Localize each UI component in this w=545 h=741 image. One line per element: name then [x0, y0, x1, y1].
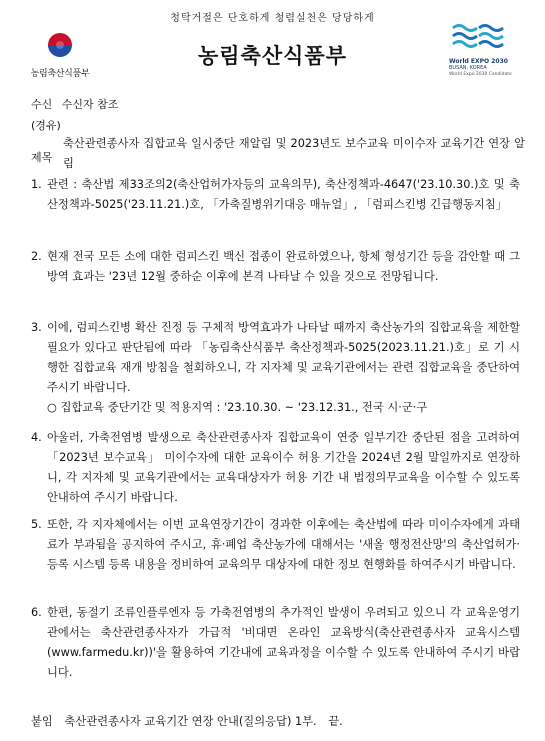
ministry-logo-text: 농림축산식품부: [30, 69, 90, 79]
item-text: 또한, 각 지자체에서는 이번 교육연장기간이 경과한 이후에는 축산법에 따라 미이수자에게 과태료가 부과됨을 공지하여 주시고, 휴·폐업 축산농가에 대해서는 '새올 행정전산망'의 축산업허가·등록 시스템 등록 내용을 정비하여 교육의무 대상자에 대한 정보 현행화를 하여주시기 바랍니다.: [47, 518, 520, 571]
item-4: [31, 428, 520, 508]
item-text: 한편, 동절기 조류인플루엔자 등 가축전염병의 추가적인 발생이 우려되고 있으니 각 교육운영기관에서는 축산관련종사자가 가급적 '비대면 온라인 교육방식(축산관련종사자 교육시스템(www.farmedu.kr))'을 활용하여 기간내에 교육과정을 이수할 수 있도록 안내하여 주시기 바랍니다.: [47, 606, 520, 679]
document-title: 농림축산식품부: [197, 44, 347, 68]
item-number: 2.: [31, 250, 42, 263]
item-text: 아울러, 가축전염병 발생으로 축산관련종사자 집합교육이 연중 일부기간 중단된 점을 고려하여 「2023년 보수교육」 미이수자에 대한 교육이수 허용 기간을 2024년 2월 말일까지로 연장하니, 각 지자체 및 교육기관에서는 교육대상자가 허용 기간 내 법정의무교육을 이수할 수 있도록 안내하여 주시기 바랍니다.: [47, 431, 520, 504]
recipient-value: 수신자 참조: [61, 98, 119, 111]
item-number: 1.: [31, 178, 42, 191]
item-number: 4.: [31, 431, 42, 444]
attachment-label: 붙임: [31, 715, 53, 728]
item-number: 5.: [31, 518, 42, 531]
item-1: [31, 175, 520, 215]
item-subpoint: ○ 집합교육 중단기간 및 적용지역 : '23.10.30. ~ '23.12.31., 전국 시·군·구: [47, 401, 428, 414]
via-line: (경유): [31, 119, 61, 132]
item-text: 현재 전국 모든 소에 대한 럼피스킨 백신 접종이 완료하였으나, 항체 형성기간 등을 감안할 때 그 방역 효과는 '23년 12월 중하순 이후에 본격 나타날 수 있을 것으로 전망됩니다.: [47, 250, 520, 283]
expo-location: BUSAN, KOREA: [449, 65, 487, 71]
item-3: [31, 318, 520, 418]
expo-candidate: World Expo 2030 Candidate: [449, 72, 512, 77]
item-text: 관련 : 축산법 제33조의2(축산업허가자등의 교육의무), 축산정책과-4647('23.10.30.)호 및 축산정책과-5025('23.11.21.)호, 「가축질병위기대응 매뉴얼」, 「럼피스킨병 긴급행동지침」: [47, 178, 520, 211]
item-5: [31, 515, 520, 575]
recipient-label: 수신: [31, 98, 53, 111]
expo-wave-icon: [449, 22, 511, 54]
item-text: 이에, 럼피스킨병 확산 진정 등 구체적 방역효과가 나타날 때까지 축산농가의 집합교육을 제한할 필요가 있다고 판단됨에 따라 「농림축산식품부 축산정책과-5025(2023.11.21.)호」로 기 시행한 집합교육 재개 방침을 철회하오니, 각 지자체 및 교육기관에서는 관련 집합교육을 중단하여 주시기 바랍니다.: [47, 321, 520, 394]
subject-label: 제목: [31, 151, 53, 164]
end-mark: 끝.: [328, 715, 343, 728]
item-number: 6.: [31, 606, 42, 619]
item-6: [31, 603, 520, 683]
attachment-line: [31, 713, 343, 729]
slogan: 청탁거절은 단호하게 청렴실천은 당당하게: [170, 13, 375, 24]
subject-text: 축산관련종사자 집합교육 일시중단 재알림 및 2023년도 보수교육 미이수자 교육기간 연장 알림: [63, 137, 525, 170]
recipient-line: [31, 96, 118, 112]
item-number: 3.: [31, 321, 42, 334]
item-2: [31, 247, 520, 287]
attachment-text: 축산관련종사자 교육기간 연장 안내(질의응답) 1부.: [64, 715, 317, 728]
world-expo-logo: [449, 22, 519, 77]
expo-title: World EXPO 2030: [449, 58, 508, 65]
